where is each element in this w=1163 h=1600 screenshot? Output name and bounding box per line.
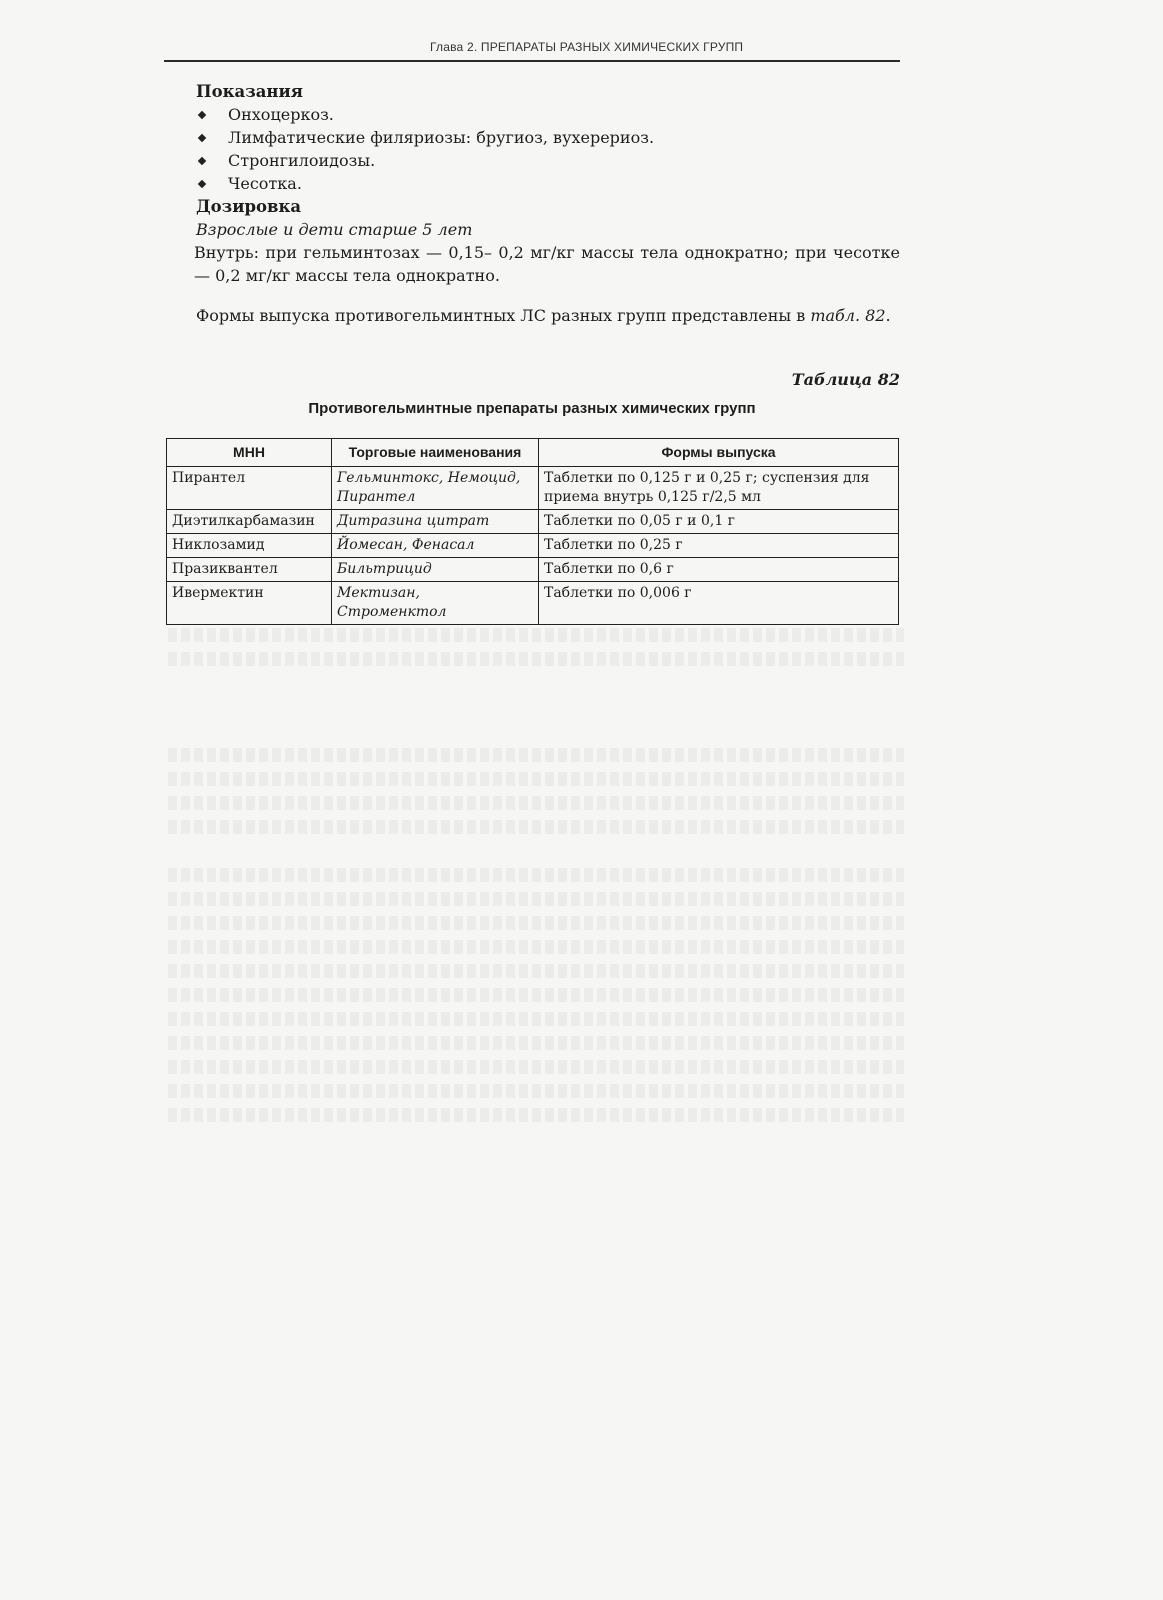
dosage-subheading: Взрослые и дети старше 5 лет	[196, 220, 473, 239]
running-head: Глава 2. ПРЕПАРАТЫ РАЗНЫХ ХИМИЧЕСКИХ ГРУПП	[430, 40, 744, 54]
bleed-through-texture	[168, 868, 904, 882]
cell-trade: Йомесан, Фенасал	[332, 534, 539, 558]
table-row	[167, 467, 899, 510]
table-row	[167, 510, 899, 534]
bleed-through-texture	[168, 748, 904, 762]
bleed-through-texture	[168, 1084, 904, 1098]
cell-trade: Гельминтокс, Немоцид, Пирантел	[332, 467, 539, 510]
cell-trade: Бильтрицид	[332, 558, 539, 582]
bleed-through-texture	[168, 1036, 904, 1050]
column-header-forms: Формы выпуска	[539, 439, 899, 467]
column-header-inn: МНН	[167, 439, 332, 467]
list-item: Чесотка.	[196, 172, 900, 195]
forms-paragraph	[164, 304, 900, 328]
list-item: Лимфатические филяриозы: бругиоз, вухерериоз.	[196, 126, 900, 149]
drug-table	[166, 438, 899, 625]
cell-inn: Никлозамид	[167, 534, 332, 558]
bleed-through-texture	[168, 940, 904, 954]
bleed-through-texture	[168, 796, 904, 810]
bleed-through-texture	[168, 1060, 904, 1074]
bleed-through-texture	[168, 964, 904, 978]
table-reference: табл. 82	[810, 306, 886, 325]
cell-inn: Диэтилкарбамазин	[167, 510, 332, 534]
cell-forms: Таблетки по 0,006 г	[539, 582, 899, 625]
table-row	[167, 582, 899, 625]
cell-inn: Пирантел	[167, 467, 332, 510]
list-item: Онхоцеркоз.	[196, 103, 900, 126]
cell-inn: Празиквантел	[167, 558, 332, 582]
dosage-text: Внутрь: при гельминтозах — 0,15– 0,2 мг/кг массы тела однократно; при чесотке — 0,2 мг/кг массы тела однократно.	[194, 243, 900, 285]
cell-trade: Мектизан, Строменктол	[332, 582, 539, 625]
indications-list	[196, 103, 900, 195]
dosage-heading: Дозировка	[196, 197, 302, 216]
table-row	[167, 534, 899, 558]
list-item: Стронгилоидозы.	[196, 149, 900, 172]
cell-forms: Таблетки по 0,05 г и 0,1 г	[539, 510, 899, 534]
bleed-through-texture	[168, 988, 904, 1002]
bleed-through-texture	[168, 1012, 904, 1026]
header-rule	[164, 60, 900, 62]
bleed-through-texture	[168, 820, 904, 834]
forms-text-end: .	[885, 306, 891, 325]
column-header-trade: Торговые наименования	[332, 439, 539, 467]
table-title: Противогельминтные препараты разных химических групп	[308, 400, 756, 417]
bleed-through-texture	[168, 916, 904, 930]
table-label: Таблица 82	[791, 370, 900, 389]
bleed-through-texture	[168, 892, 904, 906]
bleed-through-texture	[168, 628, 904, 642]
bleed-through-texture	[168, 772, 904, 786]
forms-text: Формы выпуска противогельминтных ЛС разных групп представлены в	[196, 306, 811, 325]
table-header-row	[167, 439, 899, 467]
cell-forms: Таблетки по 0,125 г и 0,25 г; суспензия для приема внутрь 0,125 г/2,5 мл	[539, 467, 899, 510]
table-row	[167, 558, 899, 582]
cell-forms: Таблетки по 0,6 г	[539, 558, 899, 582]
cell-trade: Дитразина цитрат	[332, 510, 539, 534]
cell-inn: Ивермектин	[167, 582, 332, 625]
bleed-through-texture	[168, 652, 904, 666]
cell-forms: Таблетки по 0,25 г	[539, 534, 899, 558]
indications-heading: Показания	[196, 82, 303, 101]
bleed-through-texture	[168, 1108, 904, 1122]
drug-description	[196, 80, 900, 287]
